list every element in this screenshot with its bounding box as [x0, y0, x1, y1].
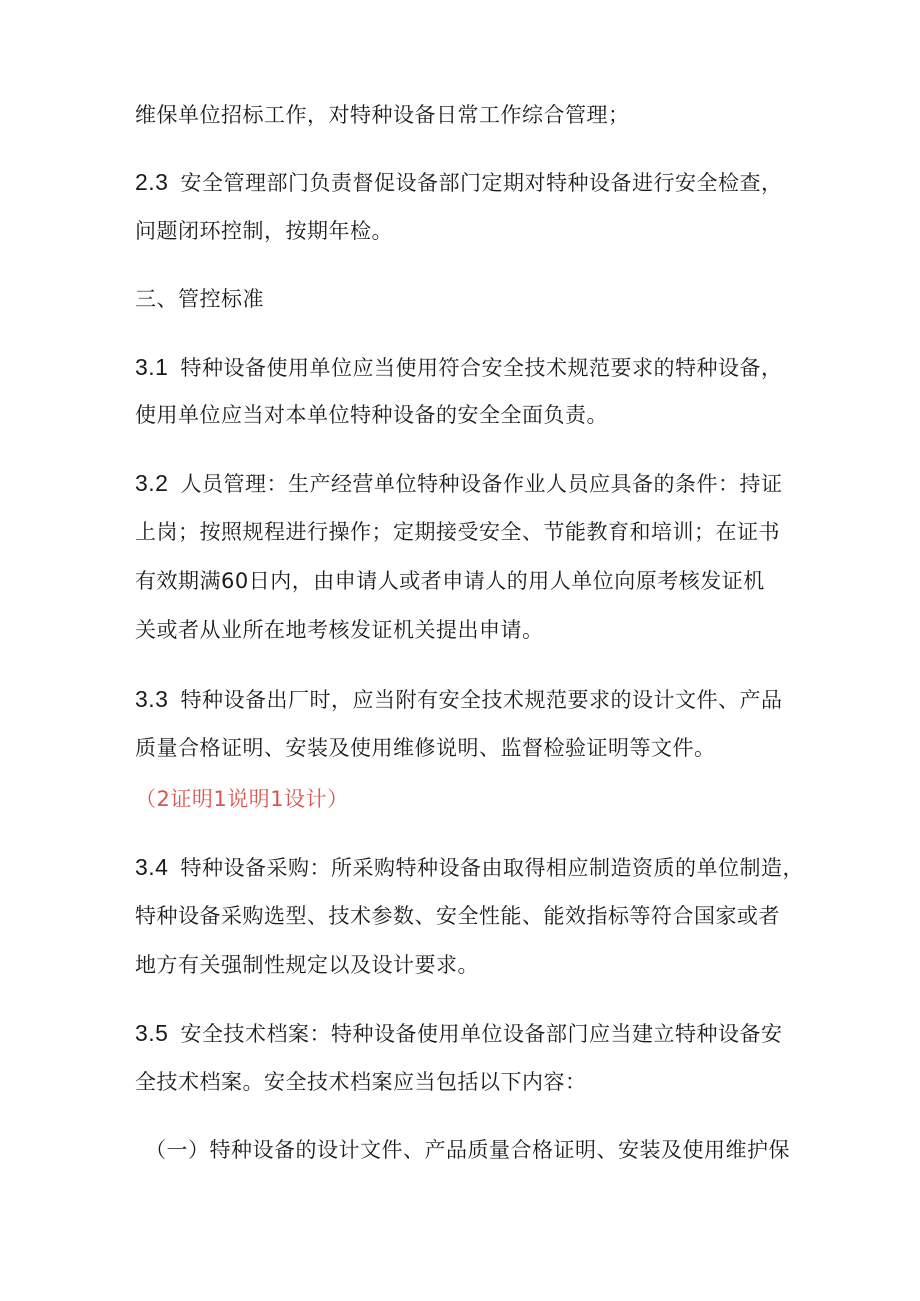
section-number: 3.5	[135, 1020, 169, 1046]
section-3-2-line-4	[135, 616, 544, 644]
section-number: 3.4	[135, 854, 169, 880]
section-3-1-line-1	[135, 353, 782, 382]
section-number: 2.3	[135, 169, 169, 195]
line-text: 全技术档案。安全技术档案应当包括以下内容：	[135, 1070, 587, 1094]
line-text: 上岗；按照规程进行操作；定期接受安全、节能教育和培训；在证书	[135, 520, 780, 544]
line-text: 关或者从业所在地考核发证机关提出申请。	[135, 618, 544, 642]
line-text: 特种设备采购选型、技术参数、安全性能、能效指标等符合国家或者	[135, 904, 780, 928]
section-number: 3.1	[135, 354, 169, 380]
section-2-3-line-1	[135, 168, 782, 197]
line-text: 质量合格证明、安装及使用维修说明、监督检验证明等文件。	[135, 736, 716, 760]
section-3-2-line-3	[135, 567, 765, 595]
line-text: 特种设备采购：所采购特种设备由取得相应制造资质的单位制造，	[180, 856, 804, 880]
section-3-2-line-2	[135, 518, 780, 546]
line-text: （一）特种设备的设计文件、产品质量合格证明、安装及使用维护保	[145, 1138, 790, 1162]
text-line	[135, 101, 630, 129]
line-text: 问题闭环控制，按期年检。	[135, 219, 393, 243]
section-heading	[135, 285, 264, 313]
line-text: 使用单位应当对本单位特种设备的安全全面负责。	[135, 403, 608, 427]
line-text: 特种设备出厂时，应当附有安全技术规范要求的设计文件、产品	[180, 688, 783, 712]
line-text: 有效期满60日内，由申请人或者申请人的用人单位向原考核发证机	[135, 569, 765, 593]
line-text: 安全管理部门负责督促设备部门定期对特种设备进行安全检查，	[180, 171, 783, 195]
line-text: 安全技术档案：特种设备使用单位设备部门应当建立特种设备安	[180, 1022, 783, 1046]
heading-text: 三、管控标准	[135, 287, 264, 311]
section-3-4-line-2	[135, 902, 780, 930]
section-number: 3.2	[135, 470, 169, 496]
section-2-3-line-2	[135, 217, 393, 245]
line-text: 维保单位招标工作，对特种设备日常工作综合管理；	[135, 103, 630, 127]
section-3-5-line-1	[135, 1019, 782, 1048]
list-item-line	[145, 1136, 790, 1164]
section-3-3-line-1	[135, 685, 782, 714]
annotation-note	[135, 785, 349, 813]
section-3-3-line-2	[135, 734, 716, 762]
line-text: 人员管理：生产经营单位特种设备作业人员应具备的条件：持证	[180, 472, 783, 496]
section-number: 3.3	[135, 686, 169, 712]
section-3-1-line-2	[135, 401, 608, 429]
section-3-5-line-2	[135, 1068, 587, 1096]
line-text: 地方有关强制性规定以及设计要求。	[135, 953, 479, 977]
section-3-2-line-1	[135, 469, 782, 498]
note-text: （2证明1说明1设计）	[135, 787, 349, 811]
section-3-4-line-3	[135, 951, 479, 979]
section-3-4-line-1	[135, 853, 804, 882]
line-text: 特种设备使用单位应当使用符合安全技术规范要求的特种设备，	[180, 356, 783, 380]
